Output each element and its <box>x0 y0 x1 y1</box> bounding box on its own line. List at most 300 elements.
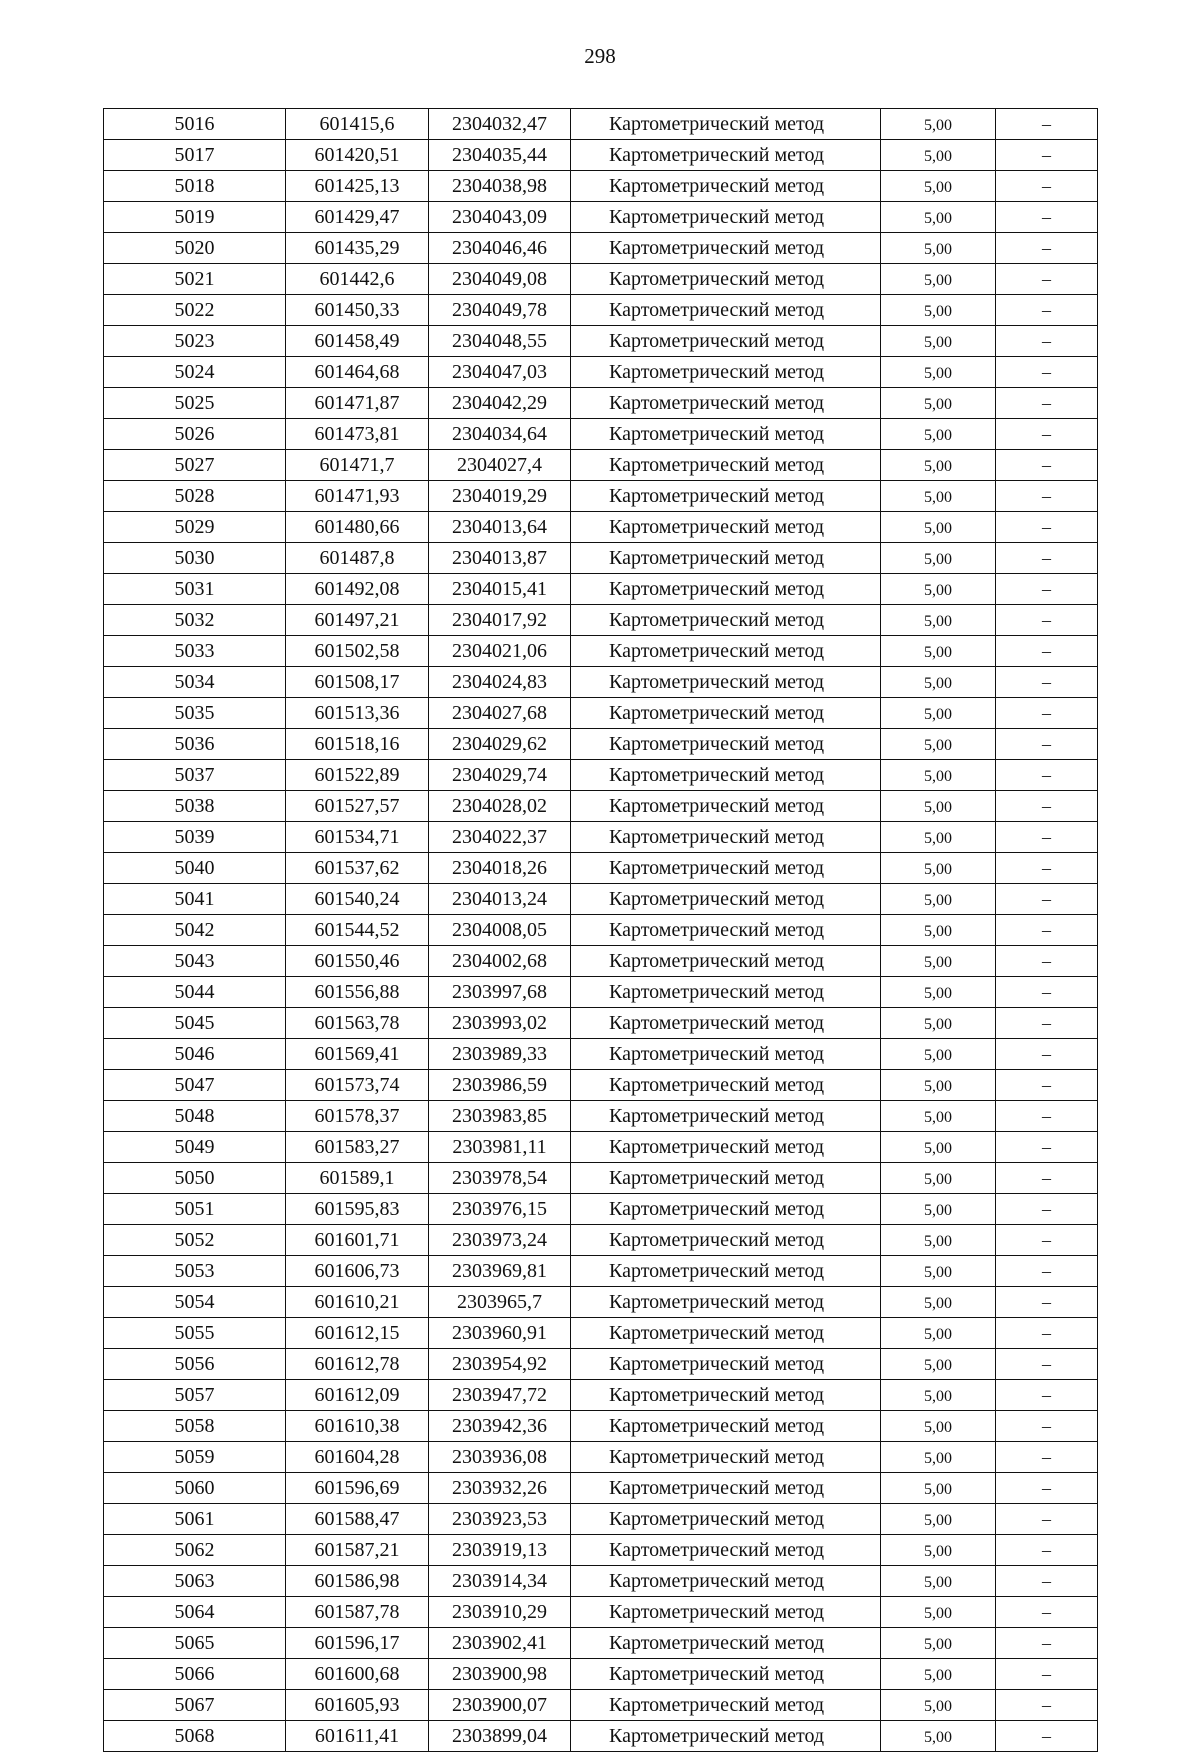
x-coordinate-cell: 601601,71 <box>286 1225 429 1256</box>
accuracy-cell: 5,00 <box>881 729 996 760</box>
table-row <box>104 1349 1098 1380</box>
y-coordinate-cell: 2303960,91 <box>429 1318 571 1349</box>
point-number-cell: 5032 <box>104 605 286 636</box>
y-coordinate-cell: 2303954,92 <box>429 1349 571 1380</box>
point-number-cell: 5044 <box>104 977 286 1008</box>
method-cell: Картометрический метод <box>571 171 881 202</box>
dash-cell: – <box>996 1194 1098 1225</box>
accuracy-cell: 5,00 <box>881 1349 996 1380</box>
x-coordinate-cell: 601586,98 <box>286 1566 429 1597</box>
y-coordinate-cell: 2303978,54 <box>429 1163 571 1194</box>
dash-cell: – <box>996 202 1098 233</box>
y-coordinate-cell: 2304013,87 <box>429 543 571 574</box>
y-coordinate-cell: 2303899,04 <box>429 1721 571 1752</box>
x-coordinate-cell: 601600,68 <box>286 1659 429 1690</box>
accuracy-cell: 5,00 <box>881 884 996 915</box>
table-row <box>104 264 1098 295</box>
method-cell: Картометрический метод <box>571 1690 881 1721</box>
dash-cell: – <box>996 450 1098 481</box>
y-coordinate-cell: 2304029,74 <box>429 760 571 791</box>
point-number-cell: 5018 <box>104 171 286 202</box>
dash-cell: – <box>996 543 1098 574</box>
y-coordinate-cell: 2304013,24 <box>429 884 571 915</box>
accuracy-cell: 5,00 <box>881 202 996 233</box>
accuracy-cell: 5,00 <box>881 1690 996 1721</box>
x-coordinate-cell: 601527,57 <box>286 791 429 822</box>
accuracy-cell: 5,00 <box>881 760 996 791</box>
accuracy-cell: 5,00 <box>881 1194 996 1225</box>
y-coordinate-cell: 2304049,08 <box>429 264 571 295</box>
method-cell: Картометрический метод <box>571 1194 881 1225</box>
point-number-cell: 5034 <box>104 667 286 698</box>
dash-cell: – <box>996 1101 1098 1132</box>
dash-cell: – <box>996 729 1098 760</box>
method-cell: Картометрический метод <box>571 140 881 171</box>
accuracy-cell: 5,00 <box>881 636 996 667</box>
accuracy-cell: 5,00 <box>881 915 996 946</box>
accuracy-cell: 5,00 <box>881 171 996 202</box>
x-coordinate-cell: 601450,33 <box>286 295 429 326</box>
accuracy-cell: 5,00 <box>881 1504 996 1535</box>
accuracy-cell: 5,00 <box>881 977 996 1008</box>
table-row <box>104 977 1098 1008</box>
x-coordinate-cell: 601544,52 <box>286 915 429 946</box>
table-row <box>104 822 1098 853</box>
table-row <box>104 388 1098 419</box>
dash-cell: – <box>996 1287 1098 1318</box>
accuracy-cell: 5,00 <box>881 109 996 140</box>
method-cell: Картометрический метод <box>571 1411 881 1442</box>
table-row <box>104 1628 1098 1659</box>
accuracy-cell: 5,00 <box>881 1473 996 1504</box>
accuracy-cell: 5,00 <box>881 1318 996 1349</box>
method-cell: Картометрический метод <box>571 295 881 326</box>
accuracy-cell: 5,00 <box>881 1628 996 1659</box>
x-coordinate-cell: 601540,24 <box>286 884 429 915</box>
point-number-cell: 5054 <box>104 1287 286 1318</box>
x-coordinate-cell: 601556,88 <box>286 977 429 1008</box>
y-coordinate-cell: 2304049,78 <box>429 295 571 326</box>
x-coordinate-cell: 601605,93 <box>286 1690 429 1721</box>
table-row <box>104 326 1098 357</box>
x-coordinate-cell: 601442,6 <box>286 264 429 295</box>
y-coordinate-cell: 2304028,02 <box>429 791 571 822</box>
accuracy-cell: 5,00 <box>881 667 996 698</box>
point-number-cell: 5024 <box>104 357 286 388</box>
dash-cell: – <box>996 884 1098 915</box>
x-coordinate-cell: 601595,83 <box>286 1194 429 1225</box>
method-cell: Картометрический метод <box>571 512 881 543</box>
page-number: 298 <box>584 44 616 68</box>
point-number-cell: 5047 <box>104 1070 286 1101</box>
dash-cell: – <box>996 1690 1098 1721</box>
method-cell: Картометрический метод <box>571 1566 881 1597</box>
dash-cell: – <box>996 1597 1098 1628</box>
table-row <box>104 698 1098 729</box>
point-number-cell: 5056 <box>104 1349 286 1380</box>
point-number-cell: 5060 <box>104 1473 286 1504</box>
table-row <box>104 853 1098 884</box>
method-cell: Картометрический метод <box>571 636 881 667</box>
y-coordinate-cell: 2304021,06 <box>429 636 571 667</box>
y-coordinate-cell: 2303969,81 <box>429 1256 571 1287</box>
point-number-cell: 5051 <box>104 1194 286 1225</box>
table-row <box>104 1566 1098 1597</box>
y-coordinate-cell: 2303936,08 <box>429 1442 571 1473</box>
y-coordinate-cell: 2304047,03 <box>429 357 571 388</box>
table-row <box>104 450 1098 481</box>
x-coordinate-cell: 601612,09 <box>286 1380 429 1411</box>
table-row <box>104 1008 1098 1039</box>
y-coordinate-cell: 2304046,46 <box>429 233 571 264</box>
dash-cell: – <box>996 171 1098 202</box>
table-row <box>104 1318 1098 1349</box>
point-number-cell: 5030 <box>104 543 286 574</box>
method-cell: Картометрический метод <box>571 1442 881 1473</box>
accuracy-cell: 5,00 <box>881 1659 996 1690</box>
accuracy-cell: 5,00 <box>881 512 996 543</box>
table-row <box>104 1163 1098 1194</box>
y-coordinate-cell: 2303989,33 <box>429 1039 571 1070</box>
method-cell: Картометрический метод <box>571 1256 881 1287</box>
point-number-cell: 5026 <box>104 419 286 450</box>
point-number-cell: 5021 <box>104 264 286 295</box>
y-coordinate-cell: 2304042,29 <box>429 388 571 419</box>
method-cell: Картометрический метод <box>571 1101 881 1132</box>
dash-cell: – <box>996 1225 1098 1256</box>
method-cell: Картометрический метод <box>571 1008 881 1039</box>
y-coordinate-cell: 2303973,24 <box>429 1225 571 1256</box>
point-number-cell: 5029 <box>104 512 286 543</box>
table-row <box>104 1535 1098 1566</box>
point-number-cell: 5064 <box>104 1597 286 1628</box>
y-coordinate-cell: 2304027,4 <box>429 450 571 481</box>
accuracy-cell: 5,00 <box>881 326 996 357</box>
table-row <box>104 295 1098 326</box>
dash-cell: – <box>996 295 1098 326</box>
point-number-cell: 5062 <box>104 1535 286 1566</box>
dash-cell: – <box>996 636 1098 667</box>
method-cell: Картометрический метод <box>571 729 881 760</box>
method-cell: Картометрический метод <box>571 450 881 481</box>
y-coordinate-cell: 2303983,85 <box>429 1101 571 1132</box>
point-number-cell: 5025 <box>104 388 286 419</box>
table-row <box>104 1070 1098 1101</box>
x-coordinate-cell: 601587,78 <box>286 1597 429 1628</box>
point-number-cell: 5049 <box>104 1132 286 1163</box>
method-cell: Картометрический метод <box>571 1597 881 1628</box>
y-coordinate-cell: 2303986,59 <box>429 1070 571 1101</box>
table-row <box>104 419 1098 450</box>
method-cell: Картометрический метод <box>571 1628 881 1659</box>
x-coordinate-cell: 601583,27 <box>286 1132 429 1163</box>
x-coordinate-cell: 601604,28 <box>286 1442 429 1473</box>
accuracy-cell: 5,00 <box>881 543 996 574</box>
y-coordinate-cell: 2304008,05 <box>429 915 571 946</box>
x-coordinate-cell: 601492,08 <box>286 574 429 605</box>
point-number-cell: 5036 <box>104 729 286 760</box>
y-coordinate-cell: 2304034,64 <box>429 419 571 450</box>
y-coordinate-cell: 2304018,26 <box>429 853 571 884</box>
accuracy-cell: 5,00 <box>881 419 996 450</box>
table-row <box>104 605 1098 636</box>
x-coordinate-cell: 601425,13 <box>286 171 429 202</box>
dash-cell: – <box>996 574 1098 605</box>
table-row <box>104 1194 1098 1225</box>
x-coordinate-cell: 601573,74 <box>286 1070 429 1101</box>
accuracy-cell: 5,00 <box>881 264 996 295</box>
dash-cell: – <box>996 1504 1098 1535</box>
accuracy-cell: 5,00 <box>881 1163 996 1194</box>
accuracy-cell: 5,00 <box>881 1101 996 1132</box>
point-number-cell: 5053 <box>104 1256 286 1287</box>
y-coordinate-cell: 2303902,41 <box>429 1628 571 1659</box>
method-cell: Картометрический метод <box>571 698 881 729</box>
y-coordinate-cell: 2304029,62 <box>429 729 571 760</box>
y-coordinate-cell: 2304038,98 <box>429 171 571 202</box>
coordinates-table <box>103 108 1098 1752</box>
dash-cell: – <box>996 1659 1098 1690</box>
accuracy-cell: 5,00 <box>881 1256 996 1287</box>
point-number-cell: 5042 <box>104 915 286 946</box>
point-number-cell: 5037 <box>104 760 286 791</box>
dash-cell: – <box>996 264 1098 295</box>
y-coordinate-cell: 2304002,68 <box>429 946 571 977</box>
dash-cell: – <box>996 481 1098 512</box>
accuracy-cell: 5,00 <box>881 481 996 512</box>
table-row <box>104 1690 1098 1721</box>
point-number-cell: 5046 <box>104 1039 286 1070</box>
point-number-cell: 5041 <box>104 884 286 915</box>
method-cell: Картометрический метод <box>571 1287 881 1318</box>
x-coordinate-cell: 601480,66 <box>286 512 429 543</box>
table-row <box>104 1411 1098 1442</box>
point-number-cell: 5050 <box>104 1163 286 1194</box>
y-coordinate-cell: 2304022,37 <box>429 822 571 853</box>
method-cell: Картометрический метод <box>571 853 881 884</box>
coordinates-table-body <box>104 109 1098 1752</box>
x-coordinate-cell: 601596,69 <box>286 1473 429 1504</box>
accuracy-cell: 5,00 <box>881 574 996 605</box>
method-cell: Картометрический метод <box>571 1225 881 1256</box>
accuracy-cell: 5,00 <box>881 1535 996 1566</box>
method-cell: Картометрический метод <box>571 946 881 977</box>
y-coordinate-cell: 2303997,68 <box>429 977 571 1008</box>
method-cell: Картометрический метод <box>571 543 881 574</box>
accuracy-cell: 5,00 <box>881 1070 996 1101</box>
point-number-cell: 5055 <box>104 1318 286 1349</box>
x-coordinate-cell: 601473,81 <box>286 419 429 450</box>
x-coordinate-cell: 601612,78 <box>286 1349 429 1380</box>
table-row <box>104 1287 1098 1318</box>
table-row <box>104 1380 1098 1411</box>
method-cell: Картометрический метод <box>571 760 881 791</box>
dash-cell: – <box>996 1008 1098 1039</box>
table-row <box>104 729 1098 760</box>
point-number-cell: 5031 <box>104 574 286 605</box>
dash-cell: – <box>996 698 1098 729</box>
x-coordinate-cell: 601415,6 <box>286 109 429 140</box>
dash-cell: – <box>996 388 1098 419</box>
x-coordinate-cell: 601429,47 <box>286 202 429 233</box>
point-number-cell: 5040 <box>104 853 286 884</box>
method-cell: Картометрический метод <box>571 1132 881 1163</box>
x-coordinate-cell: 601589,1 <box>286 1163 429 1194</box>
dash-cell: – <box>996 605 1098 636</box>
method-cell: Картометрический метод <box>571 791 881 822</box>
table-row <box>104 357 1098 388</box>
method-cell: Картометрический метод <box>571 884 881 915</box>
point-number-cell: 5023 <box>104 326 286 357</box>
point-number-cell: 5068 <box>104 1721 286 1752</box>
y-coordinate-cell: 2304035,44 <box>429 140 571 171</box>
dash-cell: – <box>996 1721 1098 1752</box>
x-coordinate-cell: 601513,36 <box>286 698 429 729</box>
accuracy-cell: 5,00 <box>881 1566 996 1597</box>
dash-cell: – <box>996 326 1098 357</box>
table-row <box>104 512 1098 543</box>
x-coordinate-cell: 601497,21 <box>286 605 429 636</box>
dash-cell: – <box>996 1039 1098 1070</box>
x-coordinate-cell: 601610,38 <box>286 1411 429 1442</box>
dash-cell: – <box>996 853 1098 884</box>
table-row <box>104 574 1098 605</box>
point-number-cell: 5035 <box>104 698 286 729</box>
accuracy-cell: 5,00 <box>881 1380 996 1411</box>
method-cell: Картометрический метод <box>571 202 881 233</box>
accuracy-cell: 5,00 <box>881 698 996 729</box>
table-row <box>104 202 1098 233</box>
y-coordinate-cell: 2303923,53 <box>429 1504 571 1535</box>
x-coordinate-cell: 601435,29 <box>286 233 429 264</box>
table-row <box>104 1256 1098 1287</box>
table-row <box>104 1039 1098 1070</box>
table-row <box>104 667 1098 698</box>
table-row <box>104 233 1098 264</box>
accuracy-cell: 5,00 <box>881 1132 996 1163</box>
dash-cell: – <box>996 760 1098 791</box>
x-coordinate-cell: 601522,89 <box>286 760 429 791</box>
point-number-cell: 5038 <box>104 791 286 822</box>
accuracy-cell: 5,00 <box>881 853 996 884</box>
method-cell: Картометрический метод <box>571 1473 881 1504</box>
accuracy-cell: 5,00 <box>881 1411 996 1442</box>
point-number-cell: 5027 <box>104 450 286 481</box>
x-coordinate-cell: 601537,62 <box>286 853 429 884</box>
x-coordinate-cell: 601563,78 <box>286 1008 429 1039</box>
y-coordinate-cell: 2304019,29 <box>429 481 571 512</box>
accuracy-cell: 5,00 <box>881 1008 996 1039</box>
accuracy-cell: 5,00 <box>881 1597 996 1628</box>
dash-cell: – <box>996 1349 1098 1380</box>
x-coordinate-cell: 601587,21 <box>286 1535 429 1566</box>
method-cell: Картометрический метод <box>571 1380 881 1411</box>
dash-cell: – <box>996 109 1098 140</box>
accuracy-cell: 5,00 <box>881 233 996 264</box>
method-cell: Картометрический метод <box>571 574 881 605</box>
table-row <box>104 636 1098 667</box>
point-number-cell: 5028 <box>104 481 286 512</box>
method-cell: Картометрический метод <box>571 822 881 853</box>
dash-cell: – <box>996 1442 1098 1473</box>
dash-cell: – <box>996 140 1098 171</box>
dash-cell: – <box>996 1380 1098 1411</box>
y-coordinate-cell: 2303965,7 <box>429 1287 571 1318</box>
dash-cell: – <box>996 667 1098 698</box>
method-cell: Картометрический метод <box>571 109 881 140</box>
method-cell: Картометрический метод <box>571 977 881 1008</box>
table-row <box>104 1442 1098 1473</box>
y-coordinate-cell: 2303919,13 <box>429 1535 571 1566</box>
accuracy-cell: 5,00 <box>881 450 996 481</box>
x-coordinate-cell: 601502,58 <box>286 636 429 667</box>
method-cell: Картометрический метод <box>571 1504 881 1535</box>
y-coordinate-cell: 2303942,36 <box>429 1411 571 1442</box>
point-number-cell: 5043 <box>104 946 286 977</box>
table-row <box>104 481 1098 512</box>
x-coordinate-cell: 601420,51 <box>286 140 429 171</box>
table-row <box>104 760 1098 791</box>
table-row <box>104 1504 1098 1535</box>
table-row <box>104 1597 1098 1628</box>
x-coordinate-cell: 601550,46 <box>286 946 429 977</box>
x-coordinate-cell: 601534,71 <box>286 822 429 853</box>
method-cell: Картометрический метод <box>571 326 881 357</box>
point-number-cell: 5066 <box>104 1659 286 1690</box>
table-row <box>104 791 1098 822</box>
y-coordinate-cell: 2303900,98 <box>429 1659 571 1690</box>
point-number-cell: 5063 <box>104 1566 286 1597</box>
x-coordinate-cell: 601471,87 <box>286 388 429 419</box>
x-coordinate-cell: 601588,47 <box>286 1504 429 1535</box>
x-coordinate-cell: 601487,8 <box>286 543 429 574</box>
table-row <box>104 543 1098 574</box>
table-row <box>104 1721 1098 1752</box>
dash-cell: – <box>996 1535 1098 1566</box>
y-coordinate-cell: 2304017,92 <box>429 605 571 636</box>
y-coordinate-cell: 2303981,11 <box>429 1132 571 1163</box>
accuracy-cell: 5,00 <box>881 357 996 388</box>
dash-cell: – <box>996 1163 1098 1194</box>
method-cell: Картометрический метод <box>571 357 881 388</box>
y-coordinate-cell: 2304032,47 <box>429 109 571 140</box>
dash-cell: – <box>996 1566 1098 1597</box>
accuracy-cell: 5,00 <box>881 140 996 171</box>
method-cell: Картометрический метод <box>571 481 881 512</box>
y-coordinate-cell: 2303932,26 <box>429 1473 571 1504</box>
x-coordinate-cell: 601458,49 <box>286 326 429 357</box>
method-cell: Картометрический метод <box>571 1070 881 1101</box>
point-number-cell: 5017 <box>104 140 286 171</box>
dash-cell: – <box>996 791 1098 822</box>
y-coordinate-cell: 2303900,07 <box>429 1690 571 1721</box>
y-coordinate-cell: 2304015,41 <box>429 574 571 605</box>
method-cell: Картометрический метод <box>571 264 881 295</box>
dash-cell: – <box>996 419 1098 450</box>
x-coordinate-cell: 601471,7 <box>286 450 429 481</box>
dash-cell: – <box>996 1473 1098 1504</box>
point-number-cell: 5020 <box>104 233 286 264</box>
table-row <box>104 140 1098 171</box>
accuracy-cell: 5,00 <box>881 946 996 977</box>
dash-cell: – <box>996 357 1098 388</box>
method-cell: Картометрический метод <box>571 1721 881 1752</box>
dash-cell: – <box>996 233 1098 264</box>
y-coordinate-cell: 2303976,15 <box>429 1194 571 1225</box>
accuracy-cell: 5,00 <box>881 791 996 822</box>
accuracy-cell: 5,00 <box>881 1721 996 1752</box>
dash-cell: – <box>996 822 1098 853</box>
